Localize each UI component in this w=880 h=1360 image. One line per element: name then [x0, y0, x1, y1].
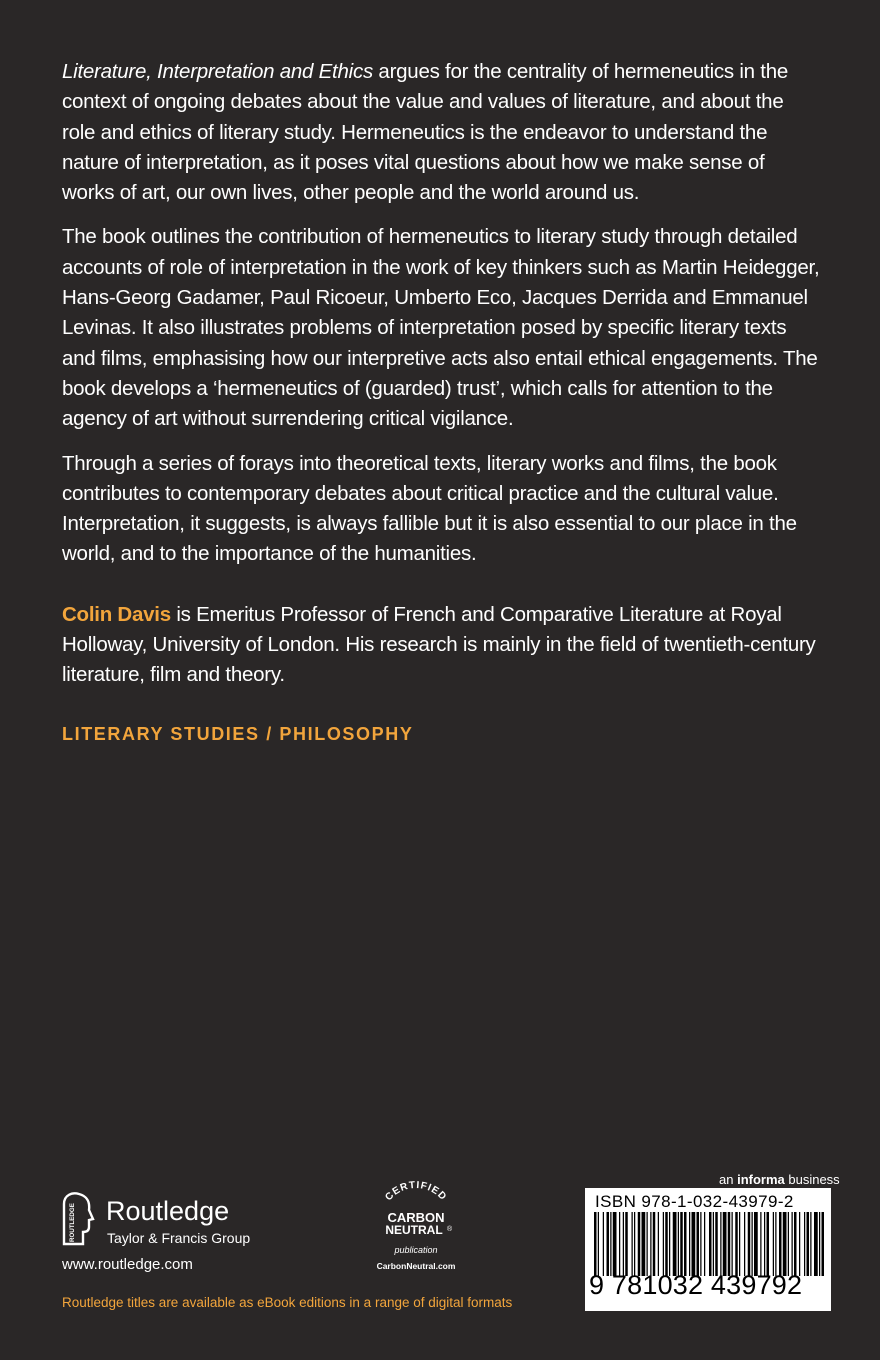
publisher-name: Routledge [106, 1196, 230, 1226]
subject-category: LITERARY STUDIES / PHILOSOPHY [62, 724, 414, 744]
blurb-paragraph-1 [62, 57, 822, 208]
blurb [62, 57, 822, 705]
blurb-paragraph-1-text: argues for the centrality of hermeneutics in the context of ongoing debates about the value and values of literature, and about the role and ethics of literary study. Hermeneutics is the endeavor to understand the nature of interpretation, as it poses vital questions about how we make sense of works of art, our own lives, other people and the world around us. [62, 60, 789, 205]
carbon-certified-text: CERTIFIED [383, 1179, 449, 1204]
blurb-paragraph-3: Through a series of forays into theoretical texts, literary works and films, the book contributes to contemporary debates about critical practice and the cultural value. Interpretation, it suggests, is always fallible but it is also essential to our place in the world, and to the importance of the humanities. [62, 451, 797, 566]
barcode-block [585, 1188, 831, 1311]
carbon-line-2: NEUTRAL [385, 1223, 443, 1237]
carbon-site-text: CarbonNeutral.com [376, 1261, 456, 1271]
author-name: Colin Davis [62, 602, 171, 626]
barcode-bars [592, 1212, 824, 1276]
publisher-url: www.routledge.com [62, 1256, 193, 1273]
carbon-publication-text: publication [394, 1245, 438, 1255]
blurb-paragraph-2: The book outlines the contribution of hermeneutics to literary study through detailed accounts of role of interpretation in the work of key thinkers such as Martin Heidegger, Hans-Georg Gadamer, Paul Ricoeur, Umberto Eco, Jacques Derrida and Emmanuel Levinas. It also illustrates problems of interpretation posed by specific literary texts and films, emphasising how our interpretive acts also entail ethical engagements. The book develops a ‘hermeneutics of (guarded) trust’, which calls for attention to the agency of art without surrendering critical vigilance. [62, 225, 820, 431]
informa-brand: informa [737, 1172, 785, 1187]
isbn-label: ISBN 978-1-032-43979-2 [595, 1192, 794, 1211]
svg-text:CERTIFIED [383, 1180, 448, 1203]
barcode-digits: 9 781032 439792 [589, 1270, 803, 1300]
carbon-registered-mark: ® [447, 1226, 453, 1233]
ebook-note: Routledge titles are available as eBook editions in a range of digital formats [62, 1295, 513, 1310]
informa-tagline [719, 1172, 840, 1187]
informa-suffix: business [784, 1172, 840, 1187]
carbon-neutral-badge [368, 1178, 464, 1276]
book-title: Literature, Interpretation and Ethics [62, 60, 373, 83]
author-bio [62, 600, 822, 691]
publisher-vertical-text: ROUTLEDGE [69, 1203, 76, 1242]
informa-prefix: an [719, 1172, 738, 1187]
carbon-line-1: CARBON [387, 1210, 445, 1225]
routledge-head-icon [62, 1192, 96, 1248]
author-bio-text: is Emeritus Professor of French and Comparative Literature at Royal Holloway, University of London. His research is mainly in the field of twentieth-century literature, film and theory. [62, 602, 816, 687]
publisher-group: Taylor & Francis Group [107, 1230, 251, 1246]
